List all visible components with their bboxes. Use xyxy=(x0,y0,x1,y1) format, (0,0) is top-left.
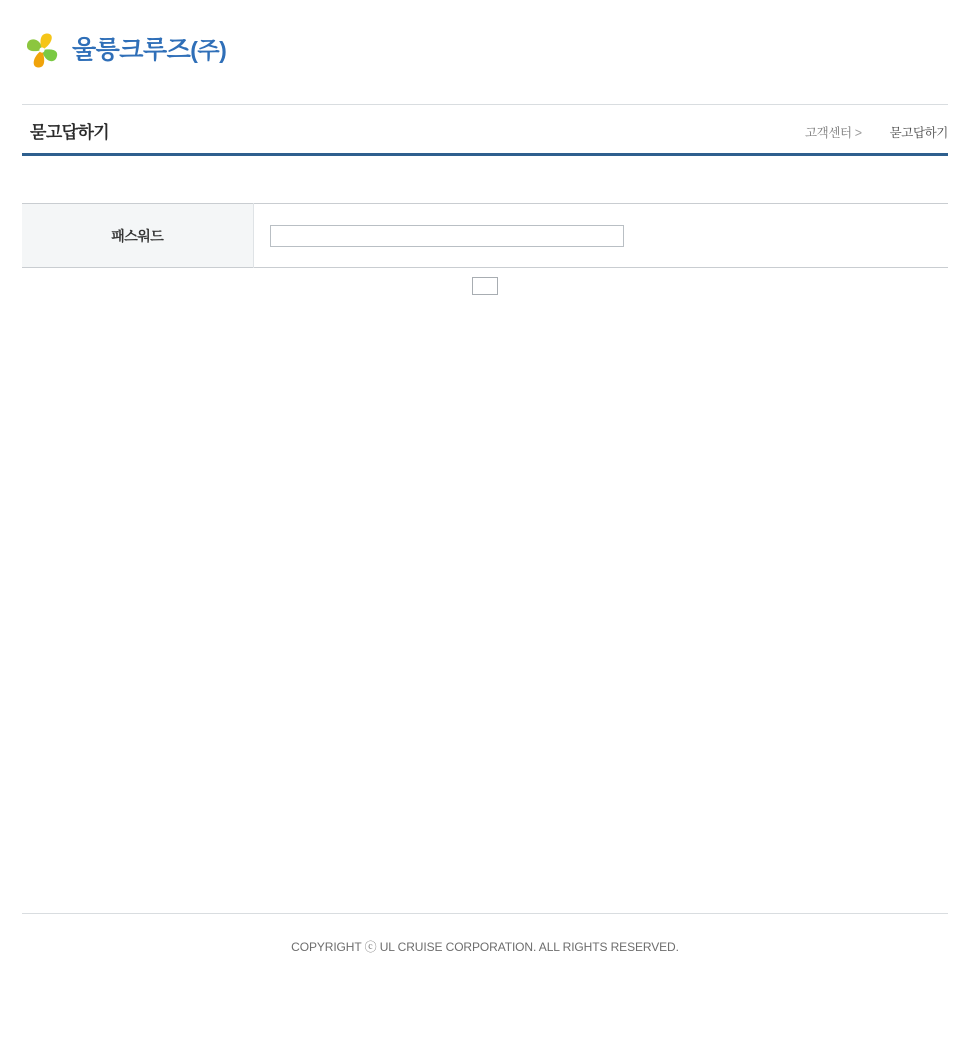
page-title-bar xyxy=(22,104,948,156)
site-logo-text xyxy=(72,38,226,63)
copyright-text: COPYRIGHT ⓒ UL CRUISE CORPORATION. ALL RIGHTS RESERVED. xyxy=(291,940,679,954)
main-content xyxy=(22,203,948,299)
breadcrumb-current: 묻고답하기 xyxy=(889,126,948,140)
password-form-table xyxy=(22,203,948,268)
password-field-cell xyxy=(253,204,948,268)
password-label: 패스워드 xyxy=(22,204,253,268)
breadcrumb-separator: > xyxy=(854,126,862,140)
pinwheel-flower-logo-icon xyxy=(22,30,63,71)
breadcrumb-parent[interactable]: 고객센터 xyxy=(805,126,852,140)
site-logo-link[interactable] xyxy=(22,30,226,71)
site-footer xyxy=(22,913,948,955)
logo-suffix: (주) xyxy=(190,37,227,63)
form-actions xyxy=(22,277,948,299)
table-row xyxy=(22,204,948,268)
page-title: 묻고답하기 xyxy=(30,123,110,142)
logo-name: 울릉크루즈 xyxy=(72,36,191,64)
password-input[interactable] xyxy=(270,225,624,247)
submit-button[interactable] xyxy=(472,277,498,295)
breadcrumb xyxy=(805,123,948,141)
site-header xyxy=(0,0,970,104)
